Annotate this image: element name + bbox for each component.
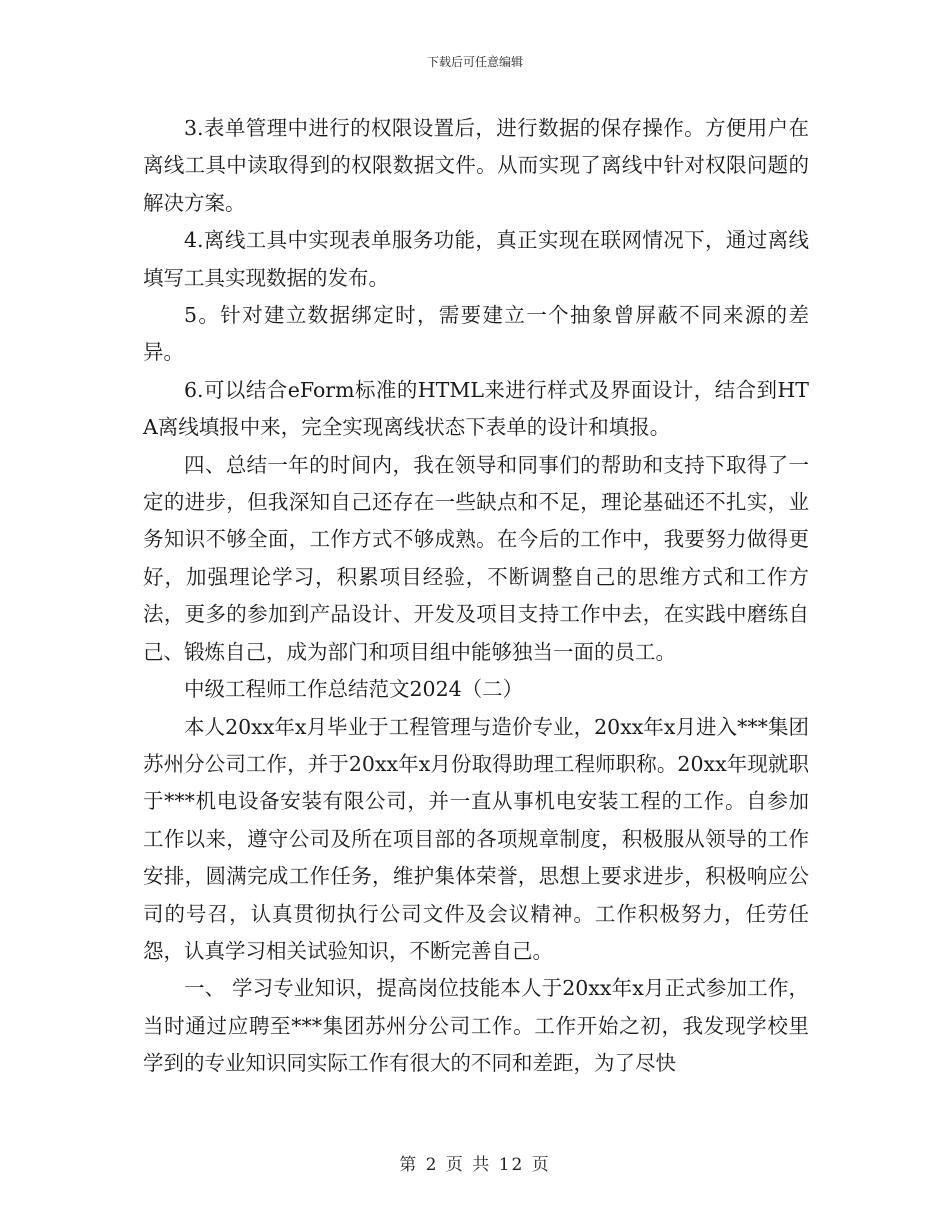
paragraph: 四、总结一年的时间内，我在领导和同事们的帮助和支持下取得了一定的进步，但我深知自己还存在一些缺点和不足，理论基础还不扎实，业务知识不够全面，工作方式不够成熟。在今后的工作中，我要努力做得更好，加强理论学习，积累项目经验，不断调整自己的思维方式和工作方法，更多的参加到产品设计、开发及项目支持工作中去，在实践中磨练自己、锻炼自己，成为部门和项目组中能够独当一面的员工。 xyxy=(143,452,809,664)
paragraph: 6.可以结合eForm标准的HTML来进行样式及界面设计，结合到HTA离线填报中来，完全实现离线状态下表单的设计和填报。 xyxy=(143,377,809,440)
paragraph: 4.离线工具中实现表单服务功能，真正实现在联网情况下，通过离线填写工具实现数据的发布。 xyxy=(143,228,809,290)
paragraph: 5。针对建立数据绑定时，需要建立一个抽象曾屏蔽不同来源的差异。 xyxy=(143,303,809,365)
page-header: 下载后可任意编辑 xyxy=(426,55,523,69)
section-heading: 中级工程师工作总结范文2024（二） xyxy=(184,677,524,702)
paragraph: 3.表单管理中进行的权限设置后，进行数据的保存操作。方便用户在离线工具中读取得到的权限数据文件。从而实现了离线中针对权限问题的解决方案。 xyxy=(143,116,809,215)
paragraph: 本人20xx年x月毕业于工程管理与造价专业，20xx年x月进入***集团苏州分公司工作，并于20xx年x月份取得助理工程师职称。20xx年现就职于***机电设备安装有限公司，并一直从事机电安装工程的工作。自参加工作以来，遵守公司及所在项目部的各项规章制度，积极服从领导的工作安排，圆满完成工作任务，维护集体荣誉，思想上要求进步，积极响应公司的号召，认真贯彻执行公司文件及会议精神。工作积极努力，任劳任怨，认真学习相关试验知识，不断完善自己。 xyxy=(143,714,809,963)
page-number: 第 2 页 共 12 页 xyxy=(399,1155,551,1175)
paragraph: 一、 学习专业知识，提高岗位技能本人于20xx年x月正式参加工作，当时通过应聘至***集团苏州分公司工作。工作开始之初，我发现学校里学到的专业知识同实际工作有很大的不同和差距，为了尽快 xyxy=(143,976,809,1076)
document-body xyxy=(143,110,809,1083)
